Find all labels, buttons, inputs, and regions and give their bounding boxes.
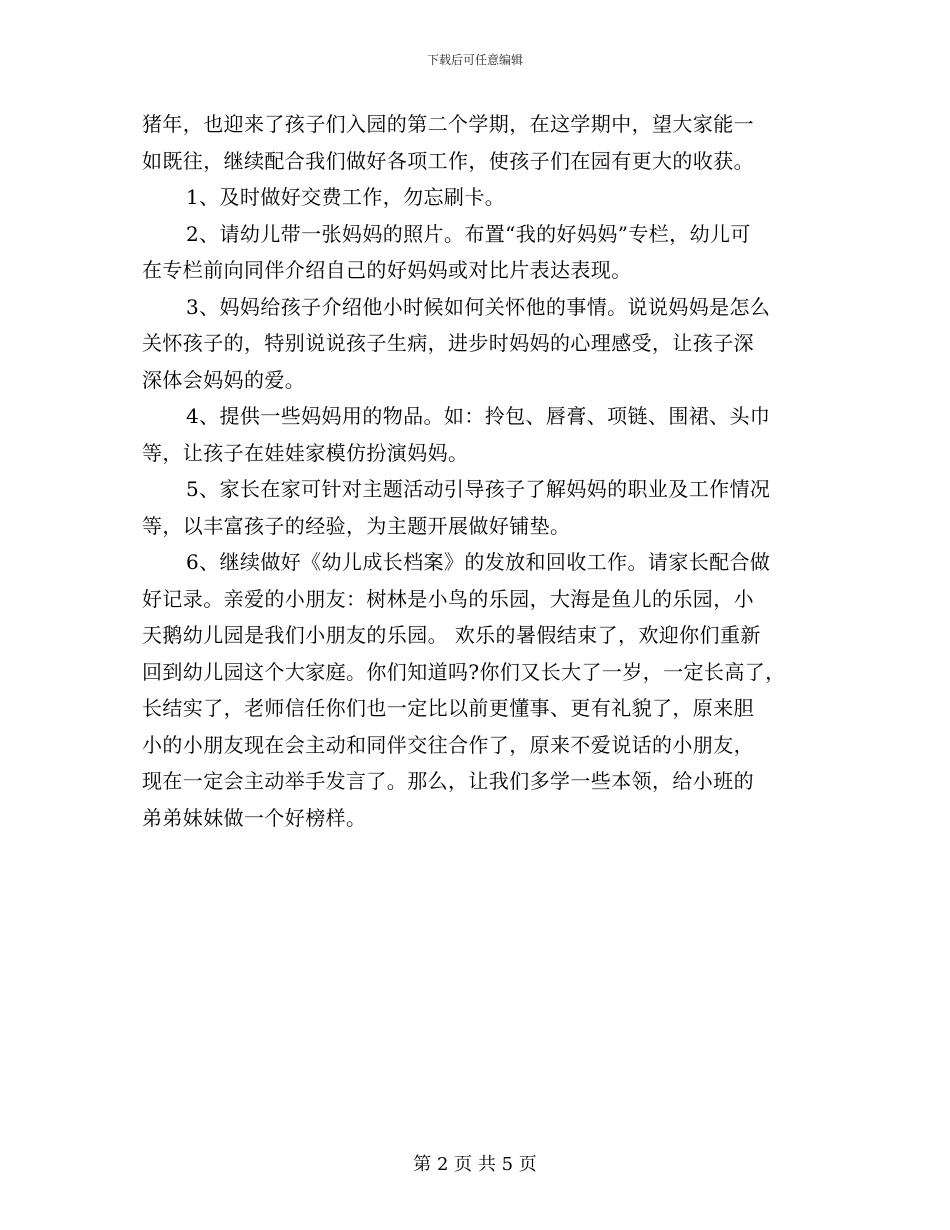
text-line: 等，以丰富孩子的经验，为主题开展做好铺垫。 xyxy=(142,513,571,538)
text-line: 5、家长在家可针对主题活动引导孩子了解妈妈的职业及工作情况 xyxy=(186,477,771,501)
text-line: 回到幼儿园这个大家庭。你们知道吗?你们又长大了一岁，一定长高了， xyxy=(142,659,786,684)
text-line: 3、妈妈给孩子介绍他小时候如何关怀他的事情。说说妈妈是怎么 xyxy=(186,294,771,319)
body-text xyxy=(142,106,810,836)
text-line: 深体会妈妈的爱。 xyxy=(142,367,306,392)
text-line: 6、继续做好《幼儿成长档案》的发放和回收工作。请家长配合做 xyxy=(186,550,771,574)
text-line: 等，让孩子在娃娃家模仿扮演妈妈。 xyxy=(142,440,469,465)
text-line: 小的小朋友现在会主动和同伴交往合作了，原来不爱说话的小朋友， xyxy=(142,732,754,757)
text-line: 长结实了，老师信任你们也一定比以前更懂事、更有礼貌了，原来胆 xyxy=(142,696,754,720)
text-line: 2、请幼儿带一张妈妈的照片。布置“我的好妈妈”专栏，幼儿可 xyxy=(186,221,751,246)
text-line: 4、提供一些妈妈用的物品。如：拎包、唇膏、项链、围裙、头巾 xyxy=(186,404,771,428)
text-line: 如既往，继续配合我们做好各项工作，使孩子们在园有更大的收获。 xyxy=(142,148,754,173)
page-footer: 第 2 页 共 5 页 xyxy=(413,1154,537,1175)
text-line: 弟弟妹妹做一个好榜样。 xyxy=(142,805,367,830)
page-header: 下载后可任意编辑 xyxy=(426,53,523,67)
text-line: 好记录。亲爱的小朋友：树林是小鸟的乐园，大海是鱼儿的乐园，小 xyxy=(142,586,754,611)
text-line: 现在一定会主动举手发言了。那么，让我们多学一些本领，给小班的 xyxy=(142,769,754,793)
text-line: 猪年，也迎来了孩子们入园的第二个学期，在这学期中，望大家能一 xyxy=(142,112,754,136)
text-line: 天鹅幼儿园是我们小朋友的乐园。 欢乐的暑假结束了，欢迎你们重新 xyxy=(142,623,761,647)
text-line: 1、及时做好交费工作，勿忘刷卡。 xyxy=(186,185,506,209)
text-line: 关怀孩子的，特别说说孩子生病，进步时妈妈的心理感受，让孩子深 xyxy=(142,331,754,355)
text-line: 在专栏前向同伴介绍自己的好妈妈或对比片表达表现。 xyxy=(142,258,632,282)
